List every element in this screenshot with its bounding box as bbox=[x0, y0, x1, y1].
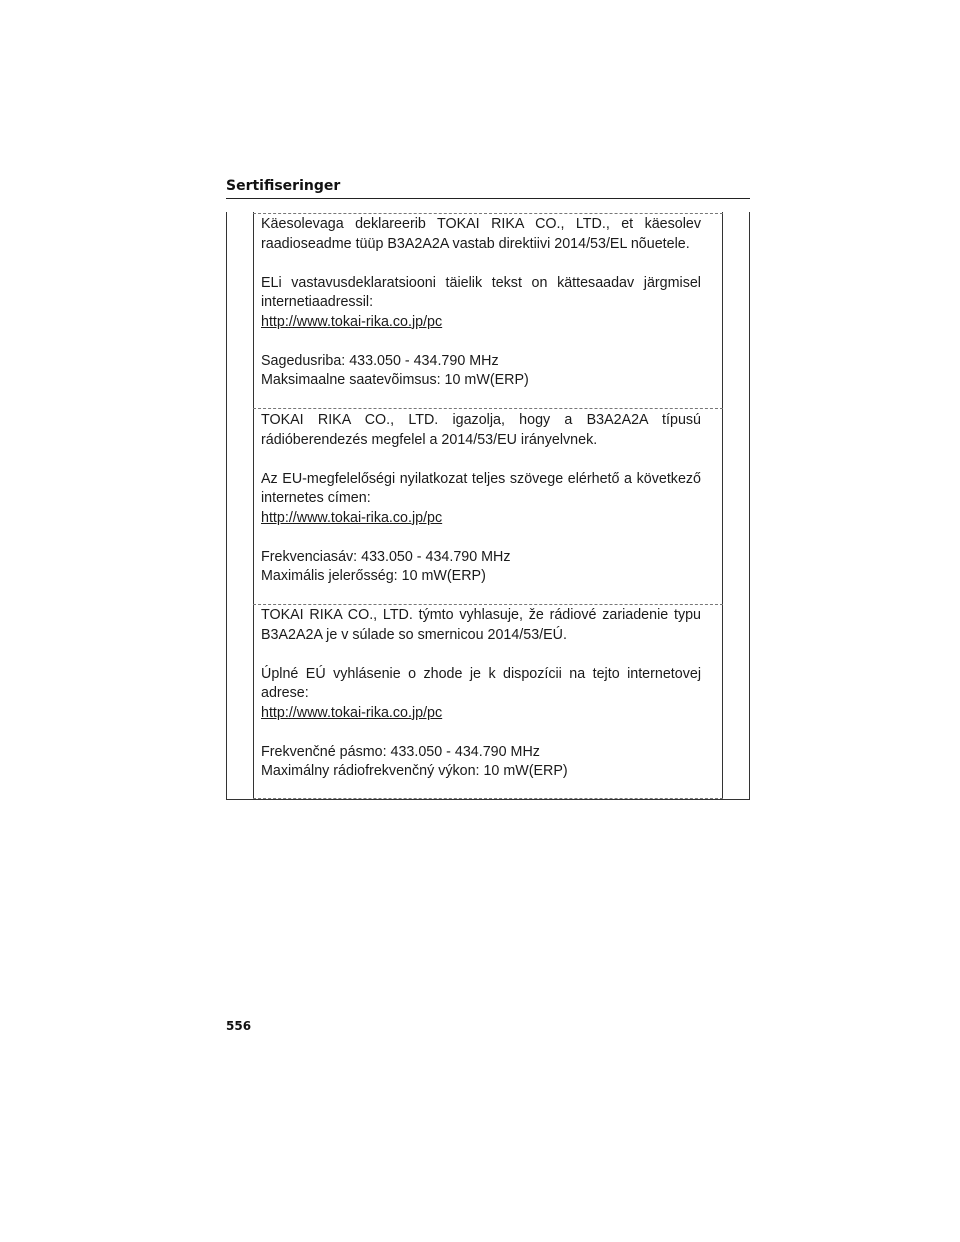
block-divider bbox=[253, 213, 723, 214]
full-text-notice: Az EU-megfelelőségi nyilatkozat teljes szövege elérhető a következő internetes címen: bbox=[261, 470, 701, 506]
full-text-notice: Úplné EÚ vyhlásenie o zhode je k dispozícii na tejto internetovej adrese: bbox=[261, 665, 701, 701]
section-title: Sertifiseringer bbox=[226, 178, 341, 194]
frequency-band-text: Frekvenčné pásmo: 433.050 - 434.790 MHz bbox=[261, 743, 540, 760]
declaration-block-slovak bbox=[253, 606, 723, 782]
frequency-band-text: Frekvenciasáv: 433.050 - 434.790 MHz bbox=[261, 548, 511, 565]
declaration-block-estonian bbox=[253, 215, 723, 391]
block-divider bbox=[253, 798, 723, 799]
declaration-text: TOKAI RIKA CO., LTD. týmto vyhlasuje, že rádiové zariadenie typu B3A2A2A je v súlade so smernicou 2014/53/EÚ. bbox=[261, 607, 701, 643]
declaration-text: Käesolevaga deklareerib TOKAI RIKA CO., LTD., et käesolev raadioseadme tüüp B3A2A2A vastab direktiivi 2014/53/EL nõuetele. bbox=[261, 216, 701, 252]
max-power-text: Maksimaalne saatevõimsus: 10 mW(ERP) bbox=[261, 372, 529, 388]
max-power-text: Maximálny rádiofrekvenčný výkon: 10 mW(ERP) bbox=[261, 763, 568, 779]
full-text-notice: ELi vastavusdeklaratsiooni täielik tekst on kättesaadav järgmisel internetiaadressil: bbox=[261, 274, 701, 310]
declaration-block-hungarian bbox=[253, 411, 723, 587]
block-divider bbox=[253, 604, 723, 605]
declaration-url-link[interactable]: http://www.tokai-rika.co.jp/pc bbox=[261, 704, 443, 721]
max-power-text: Maximális jelerősség: 10 mW(ERP) bbox=[261, 568, 486, 584]
declaration-url-link[interactable]: http://www.tokai-rika.co.jp/pc bbox=[261, 313, 443, 330]
page-number: 556 bbox=[226, 1019, 252, 1033]
title-rule bbox=[226, 198, 750, 199]
declaration-text: TOKAI RIKA CO., LTD. igazolja, hogy a B3A2A2A típusú rádióberendezés megfelel a 2014/53/EU irányelvnek. bbox=[261, 412, 701, 448]
declaration-url-link[interactable]: http://www.tokai-rika.co.jp/pc bbox=[261, 509, 443, 526]
block-divider bbox=[253, 408, 723, 409]
frequency-band-text: Sagedusriba: 433.050 - 434.790 MHz bbox=[261, 352, 499, 369]
